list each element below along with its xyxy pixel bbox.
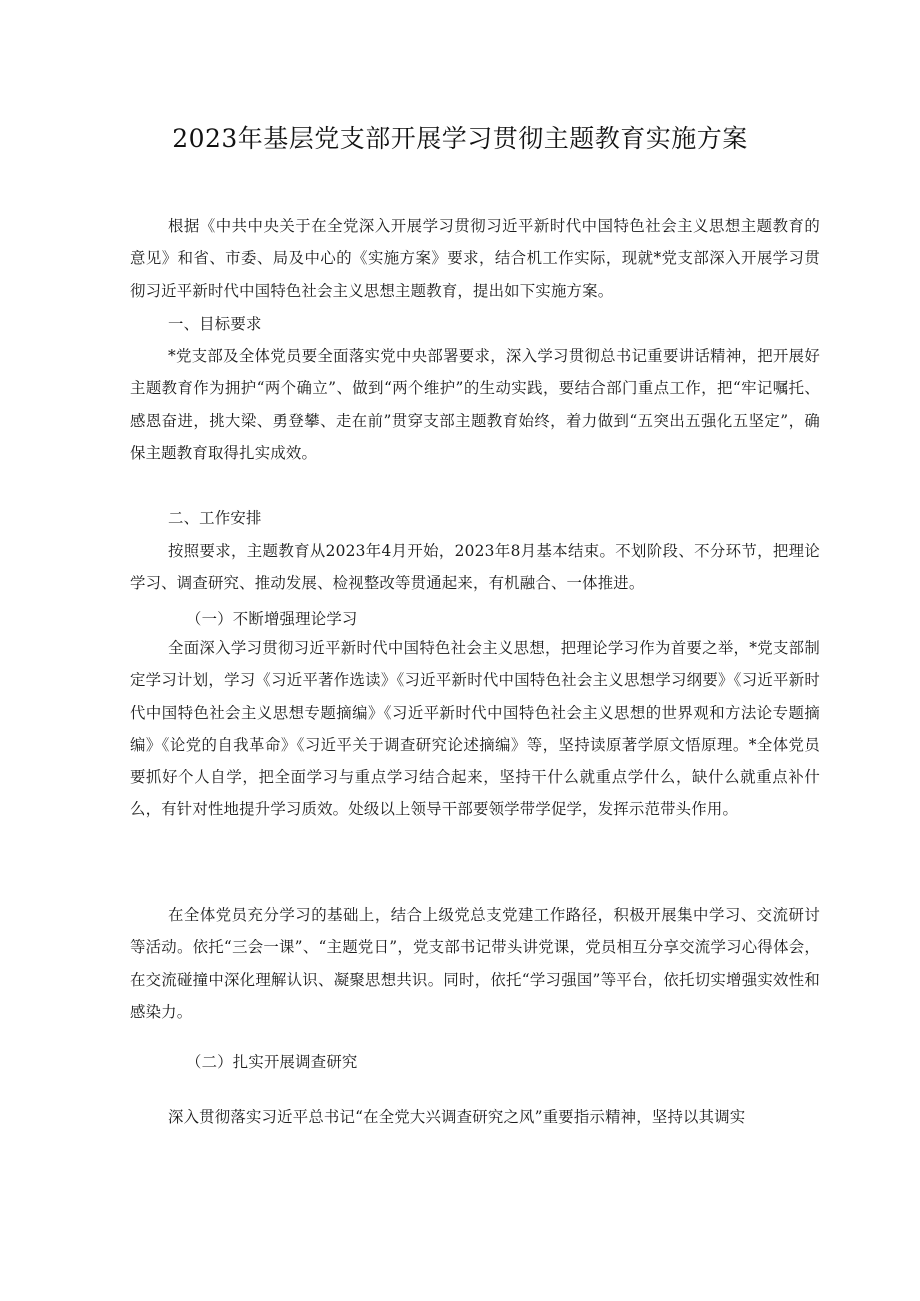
subsection-body-theory-study-2: 在全体党员充分学习的基础上，结合上级党总支党建工作路径，积极开展集中学习、交流研讨等活动。依托“三会一课”、“主题党日”，党支部书记带头讲党课，党员相互分享交流学习心得体会，在交流碰撞中深化理解认识、凝聚思想共识。同时，依托“学习强国”等平台，依托切实增强实效性和感染力。: [130, 906, 820, 1021]
section-body-arrangement: 按照要求，主题教育从2023年4月开始，2023年8月基本结束。不划阶段、不分环节，把理论学习、调查研究、推动发展、检视整改等贯通起来，有机融合、一体推进。: [130, 542, 820, 593]
subsection-body-theory-study-1: 全面深入学习贯彻习近平新时代中国特色社会主义思想，把理论学习作为首要之举，*党支部制定学习计划，学习《习近平著作选读》《习近平新时代中国特色社会主义思想学习纲要》《习近平新时代中国特色社会主义思想专题摘编》《习近平新时代中国特色社会主义思想的世界观和方法论专题摘编》《论党的自我革命》《习近平关于调查研究论述摘编》等，坚持读原著学原文悟原理。*全体党员要抓好个人自学，把全面学习与重点学习结合起来，坚持干什么就重点学什么，缺什么就重点补什么，有针对性地提升学习质效。处级以上领导干部要领学带学促学，发挥示范带头作用。: [130, 639, 820, 819]
subsection-body-research: 深入贯彻落实习近平总书记“在全党大兴调查研究之风”重要指示精神，坚持以其调实: [168, 1108, 746, 1126]
section-body-goals: *党支部及全体党员要全面落实党中央部署要求，深入学习贯彻总书记重要讲话精神，把开展好主题教育作为拥护“两个确立”、做到“两个维护”的生动实践，要结合部门重点工作，把“牢记嘱托、感恩奋进，挑大梁、勇登攀、走在前”贯穿支部主题教育始终，着力做到“五突出五强化五坚定”，确保主题教育取得扎实成效。: [130, 347, 820, 462]
subsection-heading-research: （二）扎实开展调查研究: [186, 1053, 358, 1071]
section-heading-arrangement: 二、工作安排: [168, 509, 262, 527]
subsection-heading-theory-study: （一）不断增强理论学习: [186, 610, 358, 628]
document-title: 2023年基层党支部开展学习贯彻主题教育实施方案: [172, 124, 748, 153]
section-heading-goals: 一、目标要求: [168, 315, 262, 333]
intro-paragraph: 根据《中共中央关于在全党深入开展学习贯彻习近平新时代中国特色社会主义思想主题教育的意见》和省、市委、局及中心的《实施方案》要求，结合机工作实际，现就*党支部深入开展学习贯彻习近平新时代中国特色社会主义思想主题教育，提出如下实施方案。: [130, 217, 820, 300]
